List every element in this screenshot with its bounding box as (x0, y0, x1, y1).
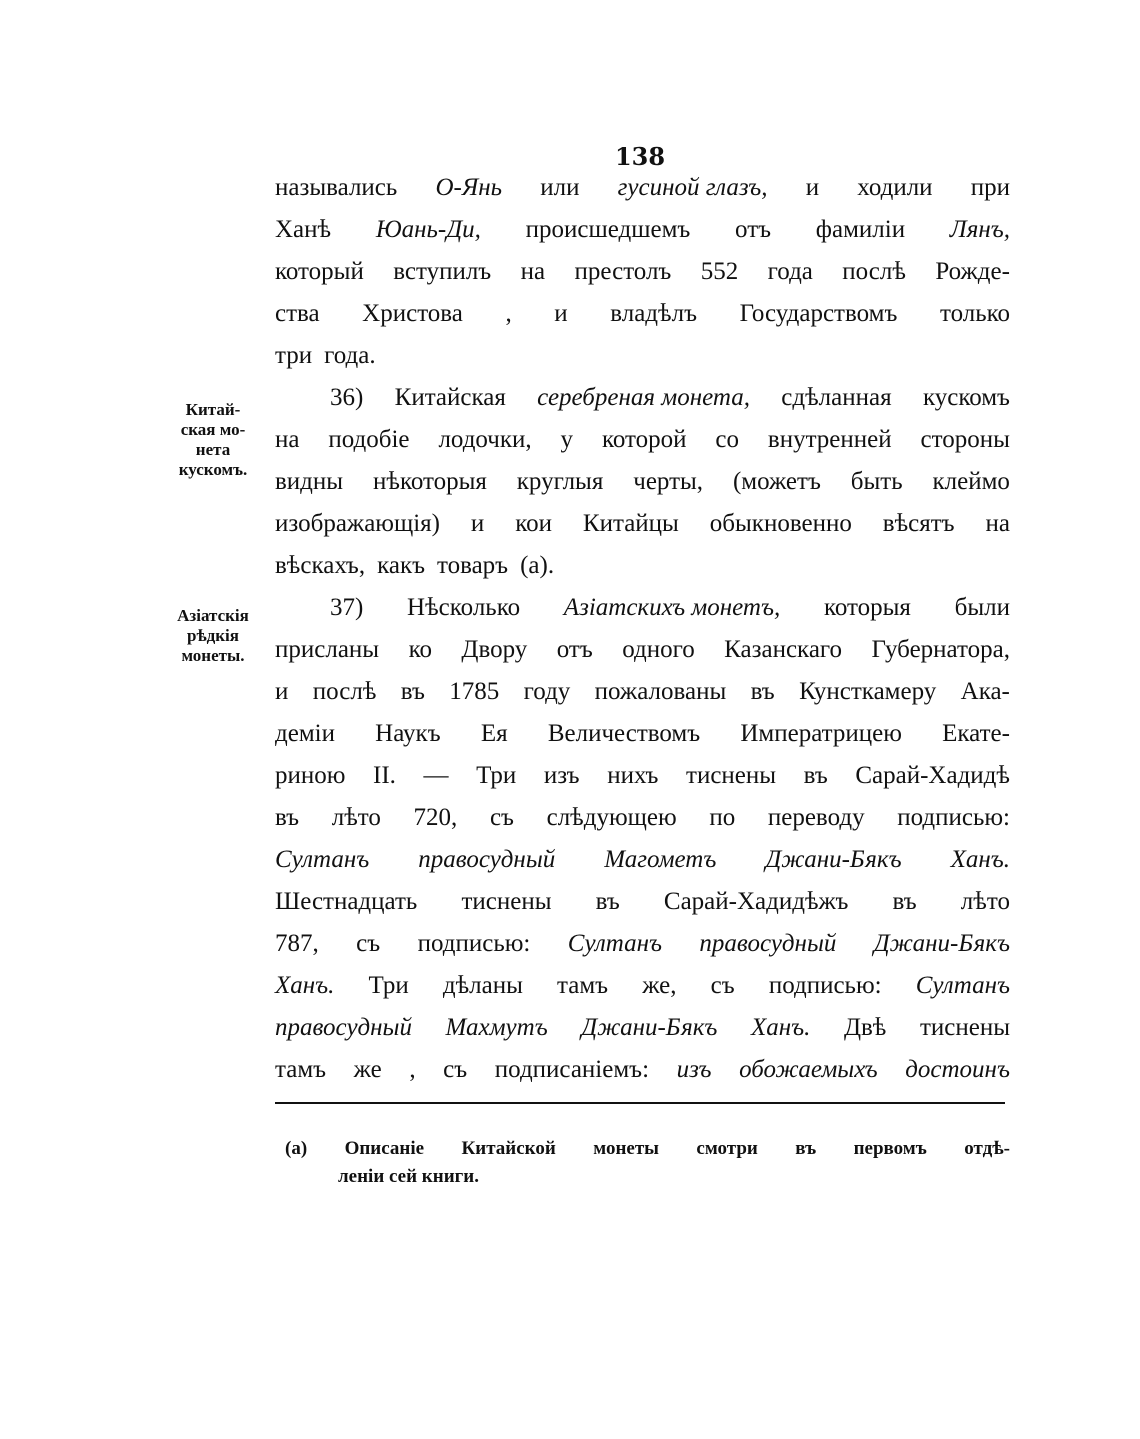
word: клеймо (932, 468, 1010, 495)
word: тиснены (686, 762, 777, 789)
footnote-word: въ (795, 1138, 817, 1159)
word: послѣ (842, 258, 906, 285)
word: Кунсткамеру (799, 678, 937, 705)
margin-note-line: кускомъ. (178, 460, 248, 479)
text-line (275, 335, 1010, 377)
word: нихъ (607, 762, 659, 789)
word: въ (892, 888, 917, 915)
word: со (715, 426, 739, 453)
word: слѣдующею (546, 804, 677, 831)
text-line (275, 671, 1010, 713)
word: одного (622, 636, 695, 663)
word: обожаемыхъ (739, 1056, 878, 1083)
footnote-word: первомъ (853, 1138, 927, 1159)
word: кои (515, 510, 552, 537)
word: тамъ (275, 1056, 327, 1083)
footnote-rule (275, 1102, 1005, 1104)
word: Джани-Бякъ (873, 930, 1010, 957)
word: 37) (330, 594, 364, 621)
text-line (275, 419, 1010, 461)
word: въ (803, 762, 828, 789)
word: О-Янь (435, 174, 503, 201)
word: пожалованы (594, 678, 727, 705)
word: 787, (275, 930, 319, 957)
word: Сарай-Хадидѣ (855, 762, 1010, 789)
word: гусиной глазъ, (617, 174, 768, 201)
word: на (275, 426, 300, 453)
word: Китайская (394, 384, 506, 411)
word: назывались (275, 174, 398, 201)
text-line (275, 629, 1010, 671)
margin-note-asian-coins (150, 606, 276, 666)
word: II. (373, 762, 396, 789)
word: какъ (377, 552, 426, 579)
word: Нѣсколько (407, 594, 521, 621)
text-line (275, 839, 1010, 881)
footnote-word: смотри (696, 1138, 758, 1159)
word: Ханъ. (950, 846, 1010, 873)
word: подобіе (328, 426, 410, 453)
word: тиснены (919, 1014, 1010, 1041)
text-line (275, 965, 1010, 1007)
word: на (985, 510, 1010, 537)
text-line (275, 1007, 1010, 1049)
margin-note-line: монеты. (181, 646, 245, 665)
word: кускомъ (922, 384, 1010, 411)
word: съ (489, 804, 514, 831)
word: серебреная монета, (537, 384, 750, 411)
word: деміи (275, 720, 335, 747)
word: подписью: (897, 804, 1010, 831)
word: послѣ (312, 678, 377, 705)
word: 552 (700, 258, 739, 285)
text-line (275, 251, 1010, 293)
word: Казанскаго (724, 636, 843, 663)
text-line (275, 167, 1010, 209)
margin-note-line: ская мо- (180, 420, 246, 439)
word: съ (710, 972, 735, 999)
word: риною (275, 762, 346, 789)
word: достоинъ (905, 1056, 1010, 1083)
word: — (423, 762, 449, 789)
text-line (275, 293, 1010, 335)
word: Три (368, 972, 409, 999)
word: же (353, 1056, 382, 1083)
word: съ (356, 930, 381, 957)
footnote-word: отдѣ- (964, 1138, 1010, 1159)
word: присланы (275, 636, 380, 663)
word: три (275, 342, 313, 369)
word: 1785 (449, 678, 500, 705)
word: на (520, 258, 546, 285)
word: Государствомъ (739, 300, 898, 327)
word: лѣто (331, 804, 381, 831)
word: 36) (330, 384, 364, 411)
word: и (805, 174, 820, 201)
word: года (767, 258, 813, 285)
word: въ (750, 678, 775, 705)
word: Китайцы (582, 510, 679, 537)
margin-note-chinese-coin (150, 400, 276, 480)
word: происшедшемъ (525, 216, 691, 243)
word: Рожде- (935, 258, 1010, 285)
text-line (275, 503, 1010, 545)
word: нѣкоторыя (372, 468, 487, 495)
word: видны (275, 468, 344, 495)
word: вѣсятъ (882, 510, 955, 537)
text-line (275, 923, 1010, 965)
footnote-marker: (а) (285, 1138, 308, 1159)
footnote-word: монеты (593, 1138, 659, 1159)
word: подписаніемъ: (494, 1056, 650, 1083)
word: лодочки, (438, 426, 532, 453)
margin-note-line: Китай- (185, 400, 241, 419)
word: же, (642, 972, 677, 999)
word: Ея (480, 720, 508, 747)
word: съ (443, 1056, 468, 1083)
word: тамъ (557, 972, 609, 999)
word: Величествомъ (547, 720, 701, 747)
word: быть (850, 468, 903, 495)
word: Наукъ (375, 720, 441, 747)
word: отъ (556, 636, 593, 663)
word: товаръ (437, 552, 509, 579)
word: Шестнадцать (275, 888, 418, 915)
word: и (554, 300, 568, 327)
word: лѣто (960, 888, 1010, 915)
word: отъ (735, 216, 772, 243)
word: Султанъ (567, 930, 663, 957)
word: Магометъ (604, 846, 717, 873)
text-line (275, 797, 1010, 839)
word: Ака- (960, 678, 1010, 705)
word: изъ (543, 762, 580, 789)
text-line (275, 881, 1010, 923)
word: правосудный (275, 1014, 412, 1041)
word: Ханъ. (750, 1014, 811, 1041)
word: вѣскахъ, (275, 552, 366, 579)
margin-note-line: рѣдкія (187, 626, 239, 645)
word: Джани-Бякъ (765, 846, 902, 873)
word: внутренней (767, 426, 892, 453)
word: подписью: (768, 972, 882, 999)
footnote-word: Описаніе (344, 1138, 425, 1159)
word: , (409, 1056, 416, 1083)
word: Губернатора, (871, 636, 1010, 663)
word: стороны (920, 426, 1010, 453)
text-line (275, 545, 1010, 587)
word: изображающія) (275, 510, 440, 537)
word: изъ (676, 1056, 712, 1083)
word: были (954, 594, 1010, 621)
word: и (275, 678, 289, 705)
word: въ (400, 678, 425, 705)
word: ко (408, 636, 432, 663)
word: и (470, 510, 485, 537)
word: (можетъ (732, 468, 821, 495)
word: сдѣланная (781, 384, 892, 411)
word: года. (324, 342, 376, 369)
word: Махмутъ (445, 1014, 548, 1041)
word: которой (601, 426, 687, 453)
text-line (275, 755, 1010, 797)
footnote-word: Китайской (461, 1138, 556, 1159)
margin-note-line: нета (195, 440, 231, 459)
word: Двору (461, 636, 528, 663)
margin-note-line: Азіатскія (177, 606, 249, 625)
word: въ (275, 804, 300, 831)
word: году (523, 678, 571, 705)
text-line (330, 587, 1010, 629)
page-number: 138 (614, 142, 666, 171)
word: черты, (633, 468, 704, 495)
word: только (939, 300, 1010, 327)
word: переводу (767, 804, 865, 831)
word: Султанъ (915, 972, 1010, 999)
word: вступилъ (393, 258, 492, 285)
word: который (275, 258, 364, 285)
text-line (275, 1049, 1010, 1091)
word: Ханъ. (275, 972, 335, 999)
word: Юань-Ди, (375, 216, 481, 243)
word: (а). (520, 552, 555, 579)
word: Азіатскихъ монетъ, (563, 594, 781, 621)
word: обыкновенно (709, 510, 852, 537)
word: Сарай-Хадидѣжъ (663, 888, 849, 915)
word: Султанъ (275, 846, 370, 873)
word: дѣланы (442, 972, 523, 999)
word: правосудный (418, 846, 556, 873)
word: Христова (362, 300, 463, 327)
word: Джани-Бякъ (581, 1014, 718, 1041)
text-line (330, 377, 1010, 419)
word: престолъ (574, 258, 672, 285)
text-line (275, 209, 1010, 251)
word: ства (275, 300, 320, 327)
footnote-line-2: леніи сей книги. (338, 1166, 479, 1187)
word: владѣлъ (610, 300, 697, 327)
word: по (709, 804, 736, 831)
word: круглыя (516, 468, 604, 495)
text-line (275, 713, 1010, 755)
text-line (275, 461, 1010, 503)
word: Императрицею (740, 720, 902, 747)
word: Екате- (942, 720, 1010, 747)
word: Двѣ (843, 1014, 887, 1041)
word: ходили (857, 174, 933, 201)
word: Три (476, 762, 517, 789)
word: у (560, 426, 574, 453)
word: 720, (413, 804, 458, 831)
word: или (540, 174, 580, 201)
word: Ханѣ (275, 216, 332, 243)
word: , (505, 300, 512, 327)
word: Лянъ, (949, 216, 1010, 243)
word: подписью: (417, 930, 531, 957)
word: въ (595, 888, 620, 915)
word: фамиліи (815, 216, 906, 243)
word: тиснены (461, 888, 552, 915)
word: правосудный (699, 930, 837, 957)
footnote-line-1 (285, 1135, 1010, 1163)
word: которыя (823, 594, 911, 621)
word: при (970, 174, 1010, 201)
